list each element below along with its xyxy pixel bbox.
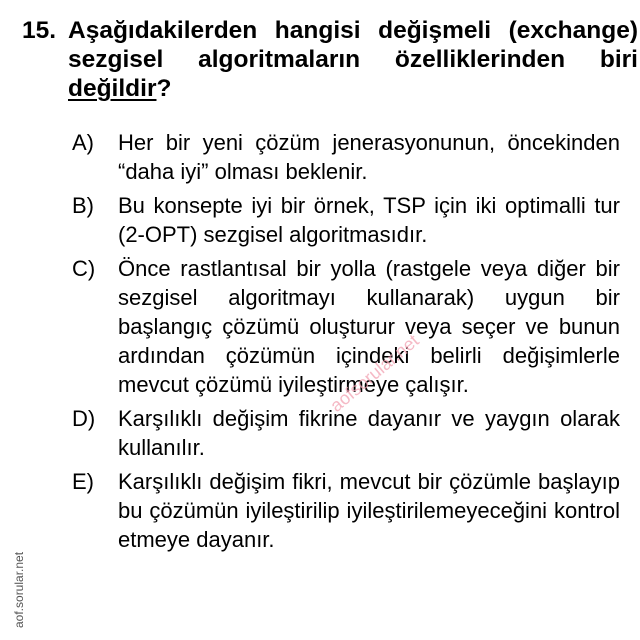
question-number: 15. [22,17,57,44]
option-text: Karşılıklı değişim fikri, mevcut bir çözümle başlayıp bu çözümün iyileştirilip iyileştirilemeyeceğini kontrol etmeye dayanır. [118,469,620,552]
question-end: ? [156,75,172,102]
option-a[interactable] [72,128,620,186]
option-letter: B) [72,193,94,218]
option-c[interactable] [72,254,620,399]
option-d[interactable] [72,404,620,462]
option-letter: A) [72,130,94,155]
option-text: Karşılıklı değişim fikrine dayanır ve yaygın olarak kullanılır. [118,406,620,460]
option-text: Önce rastlantısal bir yolla (rastgele veya diğer bir sezgisel algoritmayı kullanarak) uygun bir başlangıç çözümü oluşturur veya seçer ve bunun ardından çözümün içindeki belirli değişimlerle mevcut çözümü iyileştirmeye çalışır. [118,256,620,397]
question-stem [68,16,638,103]
option-e[interactable] [72,467,620,554]
answer-options [72,128,620,559]
option-text: Her bir yeni çözüm jenerasyonunun, öncekinden “daha iyi” olması beklenir. [118,130,620,184]
question-emphasis: değildir [68,75,157,102]
option-letter: E) [72,469,94,494]
option-b[interactable] [72,191,620,249]
option-letter: C) [72,256,96,281]
option-letter: D) [72,406,96,431]
watermark-diagonal: aofsorular.net [326,330,423,416]
watermark-side: aof.sorular.net [12,551,26,628]
option-text: Bu konsepte iyi bir örnek, TSP için iki optimalli tur (2-OPT) sezgisel algoritmasıdır. [118,193,620,247]
question-text: Aşağıdakilerden hangisi değişmeli (exchange) sezgisel algoritmaların özelliklerinden biri [68,17,638,73]
